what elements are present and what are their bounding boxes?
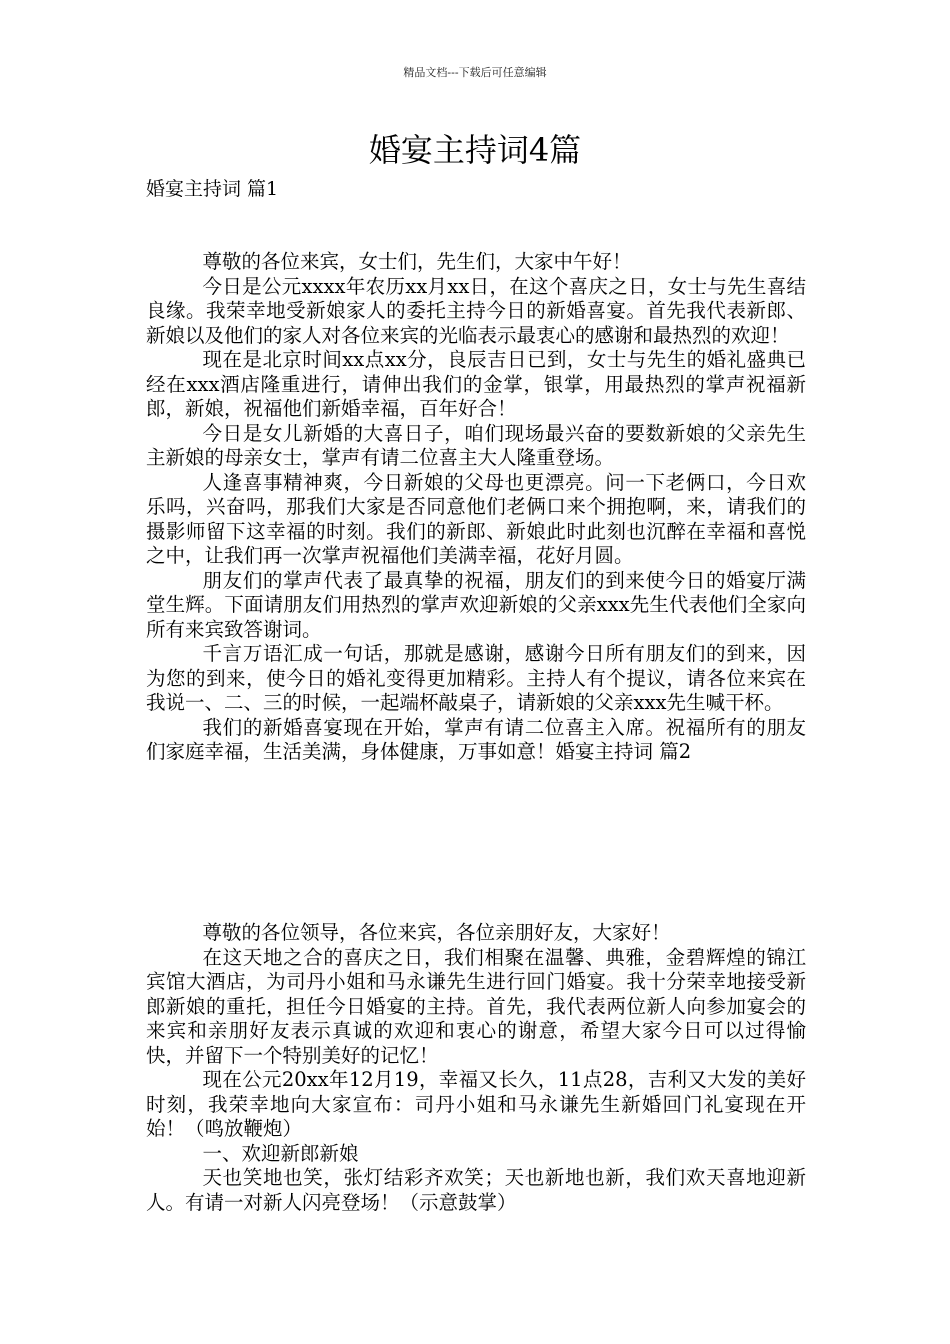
- paragraph: 朋友们的掌声代表了最真挚的祝福，朋友们的到来使今日的婚宴厅满堂生辉。下面请朋友们用热烈的掌声欢迎新娘的父亲xxx先生代表他们全家向所有来宾致答谢词。: [146, 568, 806, 641]
- section-heading-2: 婚宴主持词 篇2: [555, 740, 692, 763]
- paragraph: 人逢喜事精神爽，今日新娘的父母也更漂亮。问一下老俩口，今日欢乐吗，兴奋吗，那我们大家是否同意他们老俩口来个拥抱啊，来，请我们的摄影师留下这幸福的时刻。我们的新郎、新娘此时此刻也沉醉在幸福和喜悦之中，让我们再一次掌声祝福他们美满幸福，花好月圆。: [146, 470, 806, 567]
- paragraph: 千言万语汇成一句话，那就是感谢，感谢今日所有朋友们的到来，因为您的到来，使今日的婚礼变得更加精彩。主持人有个提议，请各位来宾在我说一、二、三的时候，一起端杯敲桌子，请新娘的父亲xxx先生喊干杯。: [146, 642, 806, 714]
- paragraph: 尊敬的各位领导，各位来宾，各位亲朋好友，大家好！: [202, 921, 671, 944]
- paragraph: 现在是北京时间xx点xx分，良辰吉日已到，女士与先生的婚礼盛典已经在xxx酒店隆重进行，请伸出我们的金掌，银掌，用最热烈的掌声祝福新郎，新娘，祝福他们新婚幸福，百年好合！: [146, 348, 806, 420]
- paragraph: 今日是公元xxxx年农历xx月xx日，在这个喜庆之日，女士与先生喜结良缘。我荣幸地受新娘家人的委托主持今日的新婚喜宴。首先我代表新郎、新娘以及他们的家人对各位来宾的光临表示最衷心的感谢和最热烈的欢迎！: [146, 274, 806, 347]
- section-body-2: [146, 921, 806, 1215]
- paragraph: [146, 716, 806, 765]
- paragraph: 现在公元20xx年12月19，幸福又长久，11点28，吉利又大发的美好时刻，我荣幸地向大家宣布：司丹小姐和马永谦先生新婚回门礼宴现在开始！（鸣放鞭炮）: [146, 1068, 806, 1140]
- section-heading-1: 婚宴主持词 篇1: [146, 178, 279, 200]
- paragraph: 在这天地之合的喜庆之日，我们相聚在温馨、典雅，金碧辉煌的锦江宾馆大酒店，为司丹小姐和马永谦先生进行回门婚宴。我十分荣幸地接受新郎新娘的重托，担任今日婚宴的主持。首先，我代表两位新人向参加宴会的来宾和亲朋好友表示真诚的欢迎和衷心的谢意，希望大家今日可以过得愉快，并留下一个特别美好的记忆！: [146, 945, 806, 1067]
- header-note: 精品文档---下载后可任意编辑: [403, 66, 547, 79]
- document-title: 婚宴主持词4篇: [368, 131, 582, 169]
- paragraph: 天也笑地也笑，张灯结彩齐欢笑；天也新地也新，我们欢天喜地迎新人。有请一对新人闪亮登场！（示意鼓掌）: [146, 1166, 806, 1214]
- paragraph: 一、欢迎新郎新娘: [202, 1141, 359, 1165]
- paragraph: 尊敬的各位来宾，女士们，先生们，大家中午好！: [202, 250, 632, 273]
- paragraph-text: 我们的新婚喜宴现在开始，掌声有请二位喜主入席。祝福所有的朋友们家庭幸福，生活美满，身体健康，万事如意！: [146, 715, 806, 763]
- section-body-1: [146, 250, 806, 765]
- paragraph: 今日是女儿新婚的大喜日子，咱们现场最兴奋的要数新娘的父亲先生主新娘的母亲女士，掌声有请二位喜主大人隆重登场。: [146, 421, 806, 469]
